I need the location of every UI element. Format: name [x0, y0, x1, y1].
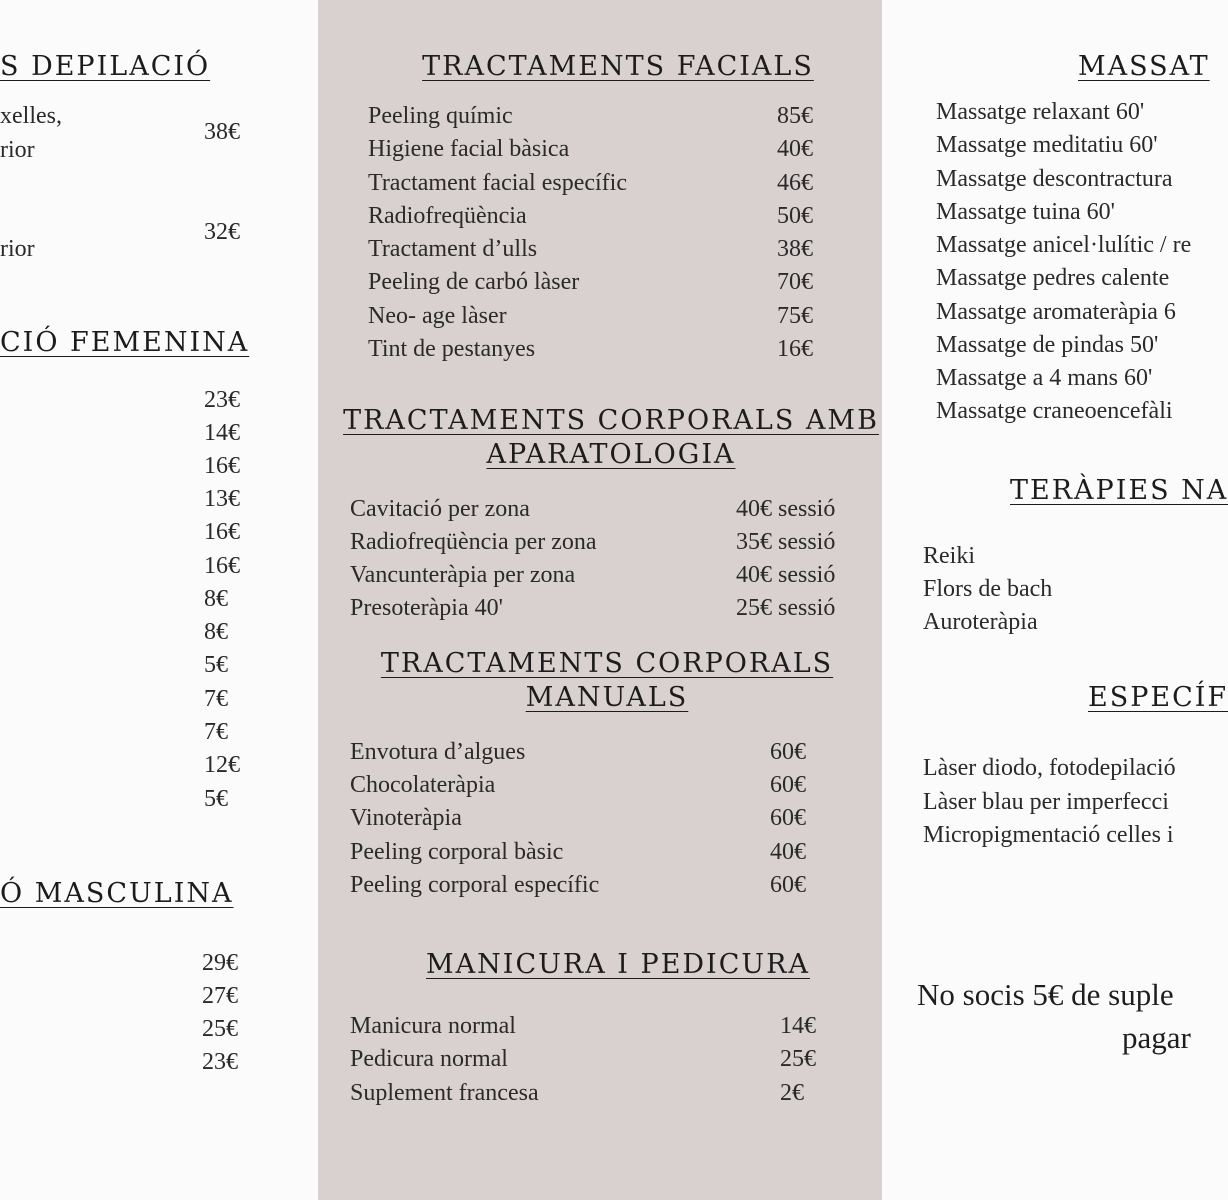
right-column	[882, 0, 1228, 1200]
section-title-especifics: ESPECÍF	[1088, 682, 1228, 713]
femenina-price: 16€	[204, 519, 240, 545]
femenina-price: 7€	[204, 686, 228, 712]
aparatologia-item-price: 40€ sessió	[736, 496, 836, 522]
section-title-masculina: Ó MASCULINA	[0, 878, 234, 909]
manicura-item-name: Suplement francesa	[350, 1080, 539, 1106]
facial-item-name: Tractament d’ulls	[368, 236, 538, 262]
facial-item-price: 16€	[777, 336, 813, 362]
terapia-item: Reiki	[923, 543, 975, 569]
supplement-note: pagar	[1122, 1020, 1191, 1055]
section-title-femenina: CIÓ FEMENINA	[0, 327, 250, 358]
manuals-item-name: Envotura d’algues	[350, 739, 526, 765]
femenina-price: 16€	[204, 453, 240, 479]
facial-item-price: 46€	[777, 170, 813, 196]
section-title-depilacio: S DEPILACIÓ	[0, 51, 211, 82]
facial-item-price: 40€	[777, 136, 813, 162]
aparatologia-item-name: Presoteràpia 40'	[350, 595, 503, 621]
manicura-item-price: 2€	[780, 1080, 804, 1106]
femenina-price: 7€	[204, 719, 228, 745]
masculina-price: 23€	[202, 1049, 238, 1075]
manuals-item-price: 60€	[770, 772, 806, 798]
aparatologia-item-price: 25€ sessió	[736, 595, 836, 621]
masculina-price: 27€	[202, 983, 238, 1009]
femenina-price: 5€	[204, 786, 228, 812]
massatge-item: Massatge de pindas 50'	[936, 332, 1159, 358]
massatge-item: Massatge meditatiu 60'	[936, 132, 1158, 158]
massatge-item: Massatge descontractura	[936, 166, 1173, 192]
massatge-item: Massatge aromateràpia 6	[936, 299, 1176, 325]
facial-item-name: Tractament facial específic	[368, 170, 627, 196]
manicura-item-price: 25€	[780, 1046, 816, 1072]
facial-item-name: Neo- age làser	[368, 303, 507, 329]
depilacio-line: rior	[0, 137, 35, 163]
depilacio-price: 32€	[204, 219, 240, 245]
aparatologia-item-name: Vancunteràpia per zona	[350, 562, 576, 588]
section-title-massatges: MASSAT	[1078, 51, 1210, 82]
manuals-item-price: 60€	[770, 872, 806, 898]
section-title-manicura: MANICURA I PEDICURA	[426, 949, 810, 980]
massatge-item: Massatge craneoencefàli	[936, 398, 1173, 424]
femenina-price: 23€	[204, 387, 240, 413]
middle-column	[318, 0, 882, 1200]
facial-item-name: Peeling químic	[368, 103, 513, 129]
manuals-item-name: Chocolateràpia	[350, 772, 496, 798]
femenina-price: 12€	[204, 752, 240, 778]
manuals-item-price: 60€	[770, 739, 806, 765]
aparatologia-item-price: 35€ sessió	[736, 529, 836, 555]
massatge-item: Massatge tuina 60'	[936, 199, 1115, 225]
facial-item-name: Tint de pestanyes	[368, 336, 536, 362]
manuals-item-name: Vinoteràpia	[350, 805, 462, 831]
femenina-price: 16€	[204, 553, 240, 579]
especific-item: Làser blau per imperfecci	[923, 789, 1169, 815]
manicura-item-price: 14€	[780, 1013, 816, 1039]
facial-item-price: 38€	[777, 236, 813, 262]
femenina-price: 13€	[204, 486, 240, 512]
facial-item-name: Radiofreqüència	[368, 203, 527, 229]
facial-item-name: Higiene facial bàsica	[368, 136, 570, 162]
femenina-price: 14€	[204, 420, 240, 446]
facial-item-price: 85€	[777, 103, 813, 129]
facial-item-price: 75€	[777, 303, 813, 329]
massatge-item: Massatge pedres calente	[936, 265, 1170, 291]
especific-item: Làser diodo, fotodepilació	[923, 755, 1176, 781]
section-title-aparatologia-1: TRACTAMENTS CORPORALS AMB	[343, 405, 879, 436]
facial-item-price: 50€	[777, 203, 813, 229]
femenina-price: 8€	[204, 619, 228, 645]
supplement-note: No socis 5€ de suple	[917, 977, 1174, 1012]
facial-item-price: 70€	[777, 269, 813, 295]
terapia-item: Auroteràpia	[923, 609, 1038, 635]
depilacio-line: xelles,	[0, 103, 62, 129]
depilacio-price: 38€	[204, 119, 240, 145]
section-title-manuals-1: TRACTAMENTS CORPORALS	[380, 648, 834, 679]
section-title-facials: TRACTAMENTS FACIALS	[422, 51, 814, 82]
masculina-price: 25€	[202, 1016, 238, 1042]
femenina-price: 5€	[204, 652, 228, 678]
section-title-aparatologia-2: APARATOLOGIA	[486, 439, 736, 470]
femenina-price: 8€	[204, 586, 228, 612]
masculina-price: 29€	[202, 950, 238, 976]
aparatologia-item-name: Radiofreqüència per zona	[350, 529, 597, 555]
aparatologia-item-price: 40€ sessió	[736, 562, 836, 588]
facial-item-name: Peeling de carbó làser	[368, 269, 580, 295]
manuals-item-name: Peeling corporal bàsic	[350, 839, 564, 865]
especific-item: Micropigmentació celles i	[923, 822, 1174, 848]
section-title-terapies: TERÀPIES NA	[1010, 475, 1228, 506]
aparatologia-item-name: Cavitació per zona	[350, 496, 530, 522]
terapia-item: Flors de bach	[923, 576, 1053, 602]
massatge-item: Massatge anicel·lulític / re	[936, 232, 1192, 258]
manuals-item-name: Peeling corporal específic	[350, 872, 600, 898]
massatge-item: Massatge relaxant 60'	[936, 99, 1145, 125]
section-title-manuals-2: MANUALS	[525, 682, 689, 713]
massatge-item: Massatge a 4 mans 60'	[936, 365, 1153, 391]
manicura-item-name: Manicura normal	[350, 1013, 516, 1039]
manicura-item-name: Pedicura normal	[350, 1046, 508, 1072]
manuals-item-price: 40€	[770, 839, 806, 865]
manuals-item-price: 60€	[770, 805, 806, 831]
depilacio-line: rior	[0, 236, 35, 262]
left-column	[0, 0, 318, 1200]
